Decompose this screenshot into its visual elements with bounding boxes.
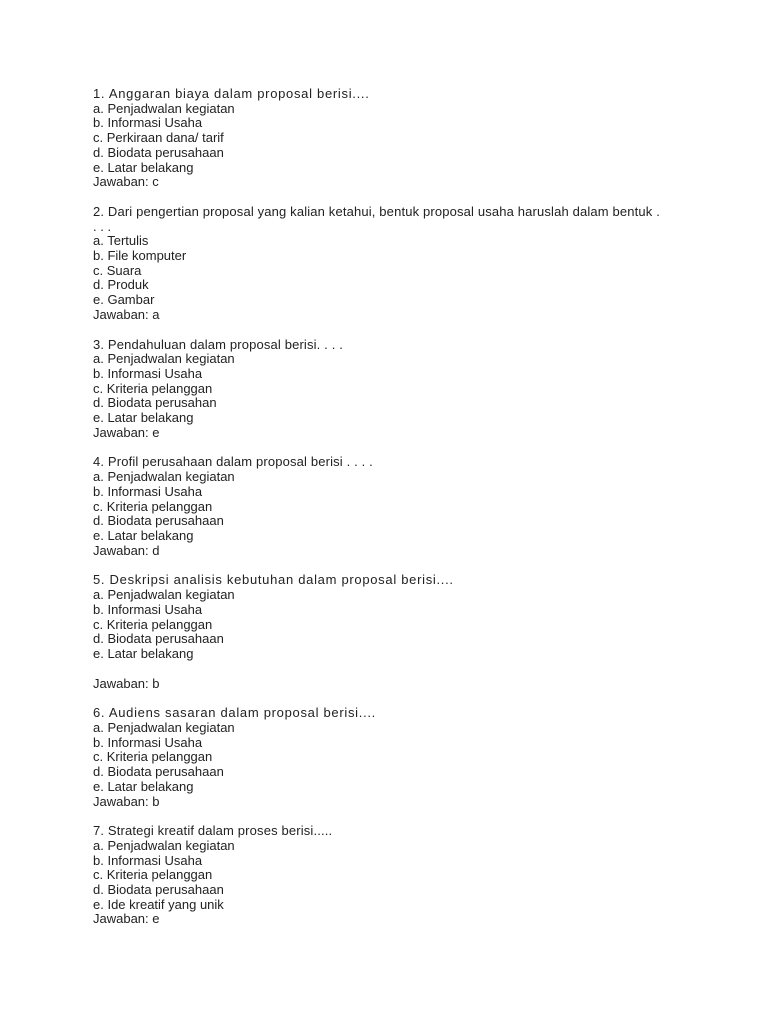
- option-c: c. Kriteria pelanggan: [93, 867, 213, 883]
- answer: Jawaban: d: [93, 542, 160, 558]
- question-stem: 1. Anggaran biaya dalam proposal berisi....: [93, 86, 370, 101]
- option-b: b. Informasi Usaha: [93, 483, 203, 499]
- option-e: e. Latar belakang: [93, 410, 194, 426]
- answer: Jawaban: e: [93, 911, 160, 927]
- question-5: [93, 573, 713, 691]
- document-page: [93, 87, 713, 927]
- question-3: [93, 338, 713, 441]
- answer: Jawaban: c: [93, 174, 159, 190]
- answer: Jawaban: b: [93, 675, 160, 691]
- option-e: e. Latar belakang: [93, 159, 194, 175]
- option-d: d. Biodata perusahaan: [93, 513, 224, 529]
- question-1: [93, 87, 713, 190]
- option-a: a. Tertulis: [93, 233, 149, 249]
- option-b: b. File komputer: [93, 248, 187, 264]
- option-b: b. Informasi Usaha: [93, 115, 203, 131]
- option-c: c. Perkiraan dana/ tarif: [93, 130, 224, 146]
- option-c: c. Suara: [93, 262, 142, 278]
- option-b: b. Informasi Usaha: [93, 734, 203, 750]
- question-stem: 4. Profil perusahaan dalam proposal berisi . . . .: [93, 454, 373, 470]
- question-4: [93, 455, 713, 558]
- answer: Jawaban: b: [93, 793, 160, 809]
- question-6: [93, 706, 713, 809]
- option-d: d. Produk: [93, 277, 149, 293]
- option-a: a. Penjadwalan kegiatan: [93, 837, 235, 853]
- option-a: a. Penjadwalan kegiatan: [93, 720, 235, 736]
- question-stem: 2. Dari pengertian proposal yang kalian ketahui, bentuk proposal usaha haruslah dalam bentuk .: [93, 203, 660, 219]
- question-stem: 6. Audiens sasaran dalam proposal berisi....: [93, 705, 376, 721]
- question-stem: 7. Strategi kreatif dalam proses berisi.....: [93, 823, 333, 839]
- option-c: c. Kriteria pelanggan: [93, 749, 213, 765]
- option-b: b. Informasi Usaha: [93, 365, 203, 381]
- option-c: c. Kriteria pelanggan: [93, 380, 213, 396]
- option-d: d. Biodata perusahaan: [93, 631, 224, 647]
- option-d: d. Biodata perusahaan: [93, 144, 224, 160]
- answer: Jawaban: a: [93, 306, 160, 322]
- option-d: d. Biodata perusahaan: [93, 882, 224, 898]
- question-stem-continued: . . .: [93, 218, 112, 234]
- answer: Jawaban: e: [93, 424, 160, 440]
- question-7: [93, 824, 713, 927]
- question-2: [93, 205, 713, 323]
- option-c: c. Kriteria pelanggan: [93, 616, 213, 632]
- option-e: e. Ide kreatif yang unik: [93, 896, 224, 912]
- option-e: e. Latar belakang: [93, 645, 194, 661]
- option-a: a. Penjadwalan kegiatan: [93, 100, 235, 116]
- option-d: d. Biodata perusahan: [93, 395, 217, 411]
- option-c: c. Kriteria pelanggan: [93, 498, 213, 514]
- option-b: b. Informasi Usaha: [93, 601, 203, 617]
- option-d: d. Biodata perusahaan: [93, 764, 224, 780]
- option-a: a. Penjadwalan kegiatan: [93, 469, 235, 485]
- question-stem: 5. Deskripsi analisis kebutuhan dalam proposal berisi....: [93, 572, 454, 588]
- option-b: b. Informasi Usaha: [93, 852, 203, 868]
- option-e: e. Latar belakang: [93, 527, 194, 543]
- option-e: e. Latar belakang: [93, 778, 194, 794]
- option-a: a. Penjadwalan kegiatan: [93, 351, 235, 367]
- question-stem: 3. Pendahuluan dalam proposal berisi. . . .: [93, 336, 343, 352]
- option-a: a. Penjadwalan kegiatan: [93, 587, 235, 603]
- option-e: e. Gambar: [93, 292, 155, 308]
